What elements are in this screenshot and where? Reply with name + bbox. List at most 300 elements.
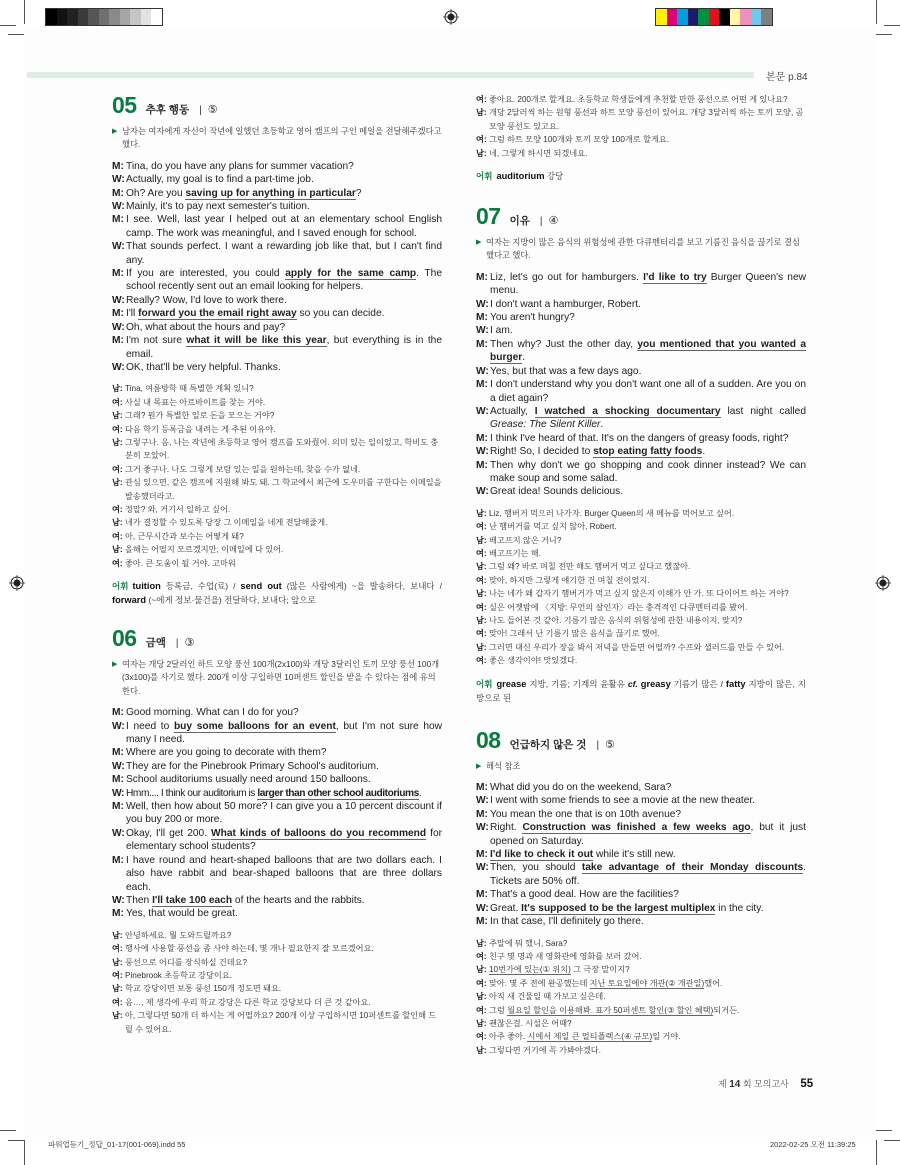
speaker-label: W: bbox=[476, 325, 489, 337]
text: 주말에 뭐 했니, Sara? bbox=[489, 938, 568, 948]
speaker-label: W: bbox=[476, 902, 489, 914]
text: I'll bbox=[126, 308, 139, 320]
text: Tina, 여름방학 때 특별한 계획 있니? bbox=[125, 384, 254, 394]
text: Then why? Just the other day, bbox=[490, 338, 638, 350]
speaker-label: M: bbox=[112, 187, 124, 199]
speaker-label: W: bbox=[112, 294, 125, 306]
question-number: 05 bbox=[112, 92, 137, 118]
question-06-continued bbox=[476, 93, 806, 183]
text: Actually, bbox=[490, 405, 535, 417]
speaker-label: 여: bbox=[476, 1005, 487, 1015]
text: 그렇구나. 음, 나는 작년에 초등학교 영어 캠프를 도와줬어. 의미 있는 일이었고, 학비도 충분히 모았어. bbox=[125, 437, 439, 461]
text: 일 거야. bbox=[652, 1032, 681, 1042]
dialogue-line bbox=[476, 654, 806, 667]
page-reference: 본문 p.84 bbox=[766, 72, 808, 83]
vocab-term: fatty bbox=[725, 678, 746, 689]
speaker-label: 남: bbox=[476, 965, 487, 975]
speaker-label: 남: bbox=[476, 562, 487, 572]
dialogue-line bbox=[112, 503, 442, 516]
speaker-label: W: bbox=[476, 822, 489, 834]
text: I see. Well, last year I helped out at an elementary school English camp. The work was meaningful, and I saved enough for school. bbox=[126, 214, 442, 239]
speaker-label: M: bbox=[476, 379, 488, 391]
speaker-label: M: bbox=[476, 432, 488, 444]
korean-translation bbox=[112, 929, 442, 1036]
question-header bbox=[112, 92, 442, 119]
dialogue-line bbox=[476, 1017, 806, 1030]
text: 관심 있으면, 같은 캠프에 지원해 봐도 돼. 그 학교에서 최근에 도우미를 구한다는 이메일을 발송했더라고. bbox=[125, 478, 442, 501]
dialogue-line bbox=[112, 516, 442, 529]
text: 그렇다면 거기에 꼭 가봐야겠다. bbox=[489, 1045, 601, 1055]
dialogue-line bbox=[476, 520, 806, 533]
dialogue-line bbox=[112, 187, 442, 200]
text: I went with some friends to see a movie at the new theater. bbox=[490, 795, 756, 807]
speaker-label: 남: bbox=[112, 545, 123, 555]
text: Liz, 햄버거 먹으러 나가자. Burger Queen의 새 메뉴를 먹어보고 싶어. bbox=[489, 508, 735, 518]
color-swatch bbox=[667, 9, 678, 25]
dialogue-line bbox=[476, 534, 806, 547]
dialogue-line bbox=[476, 902, 806, 915]
dialogue-line bbox=[112, 956, 442, 969]
dialogue-line bbox=[112, 213, 442, 240]
speaker-label: 남: bbox=[476, 535, 487, 545]
text: , but I'm not sure how many I need. bbox=[126, 720, 443, 746]
answer-number: ⑤ bbox=[207, 104, 218, 116]
korean-translation-continued bbox=[476, 93, 806, 160]
speaker-label: W: bbox=[112, 787, 124, 799]
text: 실은 어젯밤에 〈지방: 무언의 살인자〉라는 충격적인 다큐멘터리를 봤어. bbox=[489, 602, 748, 612]
registration-mark-icon bbox=[443, 9, 459, 25]
korean-translation bbox=[476, 937, 806, 1058]
dialogue-line bbox=[476, 888, 806, 901]
dialogue-line bbox=[476, 1030, 806, 1043]
triangle-bullet-icon: ▶ bbox=[112, 661, 118, 668]
question-05 bbox=[112, 92, 442, 607]
text: 맞아! 그래서 난 기름기 많은 음식을 끊기로 했어. bbox=[489, 629, 660, 639]
korean-translation bbox=[112, 382, 442, 570]
color-swatch bbox=[761, 9, 772, 25]
vocabulary bbox=[476, 677, 806, 705]
dialogue-line bbox=[112, 1009, 442, 1036]
speaker-label: 남: bbox=[476, 1045, 487, 1055]
text: 아, 근무시간과 보수는 어떻게 돼? bbox=[125, 531, 244, 541]
question-header bbox=[112, 625, 442, 652]
vocab-definition: 지방이 많은, 지방으로 된 bbox=[476, 678, 806, 703]
question-number: 07 bbox=[476, 203, 501, 230]
vocab-definition: 강당 bbox=[544, 171, 564, 182]
key-phrase: forward you the email right away bbox=[138, 308, 297, 320]
speaker-label: 여: bbox=[476, 95, 487, 104]
crop-mark bbox=[24, 1140, 25, 1165]
key-phrase: stop eating fatty foods bbox=[593, 446, 703, 458]
crop-mark bbox=[876, 1140, 877, 1165]
divider: | bbox=[175, 638, 179, 649]
text: 풍선으로 어디를 장식하실 건데요? bbox=[125, 957, 248, 967]
vocab-label: 어휘 bbox=[112, 581, 129, 591]
speaker-label: 여: bbox=[476, 656, 487, 666]
text: 좋아요. 200개로 할게요. 초등학교 학생들에게 추천할 만한 풍선으로 어떤 게 있나요? bbox=[489, 95, 788, 104]
color-swatch bbox=[751, 9, 762, 25]
speaker-label: M: bbox=[112, 335, 124, 347]
underlined-phrase: 10번가에 있는(① 위치) bbox=[489, 965, 571, 975]
text: Mainly, it's to pay next semester's tuition. bbox=[126, 201, 310, 213]
text: Okay, I'll get 200. bbox=[126, 827, 212, 839]
key-phrase: It's supposed to be the largest multiplex bbox=[521, 902, 716, 914]
speaker-label: M: bbox=[476, 889, 488, 901]
speaker-label: M: bbox=[112, 854, 124, 866]
color-swatch bbox=[141, 9, 152, 25]
text: 아, 그렇다면 50개 더 하시는 게 어떨까요? 200개 이상 구입하시면 10퍼센트를 할인해 드릴 수 있어요. bbox=[125, 1011, 437, 1034]
text: . bbox=[600, 419, 604, 431]
speaker-label: W: bbox=[112, 894, 125, 906]
triangle-bullet-icon: ▶ bbox=[476, 239, 482, 247]
speaker-label: 남: bbox=[112, 411, 123, 421]
grayscale-color-bar bbox=[45, 8, 163, 26]
text: 친구 몇 명과 새 영화관에 영화를 보러 갔어. bbox=[489, 951, 642, 961]
english-dialogue bbox=[112, 706, 442, 921]
vocab-cf: cf. bbox=[627, 678, 638, 689]
dialogue-line bbox=[112, 720, 442, 747]
color-swatch bbox=[688, 9, 699, 25]
text: 배고프지 않은 거니? bbox=[489, 535, 562, 545]
crop-mark bbox=[876, 0, 877, 24]
underlined-phrase: 월요일 할인을 이용해봐. 표가 50퍼센트 할인(③ 할인 혜택) bbox=[507, 1005, 714, 1015]
dialogue-line bbox=[476, 990, 806, 1003]
text: In that case, I'll definitely go there. bbox=[490, 916, 644, 928]
registration-mark-icon bbox=[9, 575, 25, 591]
speaker-label: 남: bbox=[476, 616, 487, 625]
color-swatch bbox=[67, 9, 78, 25]
vocab-definition: 등록금, 수업(료) / bbox=[160, 581, 241, 591]
speaker-label: 여: bbox=[476, 602, 487, 612]
dialogue-line bbox=[476, 963, 806, 976]
divider: | bbox=[199, 105, 202, 116]
dialogue-line bbox=[476, 781, 806, 794]
speaker-label: W: bbox=[476, 365, 489, 377]
speaker-label: 여: bbox=[112, 531, 123, 541]
divider: | bbox=[596, 739, 600, 751]
dialogue-line bbox=[112, 321, 442, 334]
explanation: ▶ 여자는 지방이 많은 음식의 위험성에 관한 다큐멘터리를 보고 기름진 음식을 끊기로 결심했다고 했다. bbox=[476, 237, 800, 261]
dialogue-line bbox=[112, 894, 442, 907]
dialogue-line bbox=[112, 969, 442, 982]
question-header bbox=[476, 727, 806, 754]
text: 나는 네가 왜 갑자기 햄버거가 먹고 싶지 않은지 이해가 안 가. 또 다이어트 하는 거야? bbox=[489, 589, 789, 599]
speaker-label: 남: bbox=[476, 1018, 487, 1028]
speaker-label: 여: bbox=[476, 978, 487, 988]
text: Great idea! Sounds delicious. bbox=[490, 486, 624, 498]
speaker-label: 남: bbox=[112, 437, 123, 447]
key-phrase: you mentioned that you wanted a burger bbox=[490, 338, 806, 364]
dialogue-line bbox=[112, 706, 442, 719]
speaker-label: M: bbox=[476, 312, 488, 324]
vocab-term: grease bbox=[496, 678, 527, 689]
speaker-label: 여: bbox=[112, 464, 123, 474]
text: That sounds perfect. I want a rewarding job like that, but I can't find any. bbox=[126, 241, 442, 266]
dialogue-line bbox=[112, 160, 442, 173]
dialogue-line bbox=[476, 271, 806, 298]
text: . bbox=[702, 446, 706, 458]
dialogue-line bbox=[476, 601, 806, 614]
vocabulary bbox=[112, 579, 442, 607]
question-type: 언급하지 않은 것 bbox=[509, 738, 587, 751]
vocab-term: tuition bbox=[132, 581, 161, 591]
text: 그거 좋구나. 나도 그렇게 보람 있는 일을 원하는데, 찾을 수가 없네. bbox=[125, 464, 361, 474]
speaker-label: 남: bbox=[476, 148, 487, 158]
text: , but it just opened on Saturday. bbox=[490, 822, 806, 847]
text: 사실 내 목표는 아르바이트를 찾는 거야. bbox=[125, 397, 266, 407]
key-phrase: Construction was finished a few weeks ago bbox=[522, 822, 751, 834]
process-color-bar bbox=[655, 8, 773, 26]
dialogue-line bbox=[476, 432, 806, 445]
text: Oh, what about the hours and pay? bbox=[126, 321, 286, 333]
speaker-label: M: bbox=[112, 268, 124, 280]
text: I'm not sure bbox=[126, 335, 187, 347]
question-08 bbox=[476, 727, 806, 1058]
dialogue-line bbox=[476, 133, 806, 146]
text: I think I've heard of that. It's on the dangers of greasy foods, right? bbox=[490, 432, 789, 444]
speaker-label: W: bbox=[476, 486, 489, 498]
dialogue-line bbox=[476, 298, 806, 311]
text: 그래? 뭔가 특별한 일로 돈을 모으는 거야? bbox=[125, 411, 275, 421]
color-swatch bbox=[130, 9, 141, 25]
dialogue-line bbox=[476, 106, 806, 133]
text: Right. bbox=[490, 822, 523, 834]
text: Yes, but that was a few days ago. bbox=[490, 365, 642, 377]
dialogue-line bbox=[112, 173, 442, 186]
text: Then bbox=[126, 894, 153, 906]
speaker-label: M: bbox=[476, 271, 488, 283]
speaker-label: 여: bbox=[112, 558, 123, 568]
underlined-phrase: 지난 토요일에야 개관(② 개관일) bbox=[589, 978, 705, 988]
text: 아직 새 건물일 때 가보고 싶은데. bbox=[489, 992, 606, 1002]
dialogue-line bbox=[476, 93, 806, 106]
text: If you are interested, you could bbox=[126, 268, 286, 280]
key-phrase: larger than other school auditoriums bbox=[257, 787, 419, 799]
text: 음…, 제 생각에 우리 학교 강당은 다른 학교 강당보다 더 큰 것 같아요. bbox=[125, 997, 371, 1007]
dialogue-line bbox=[112, 530, 442, 543]
text: Actually, my goal is to find a part-time job. bbox=[126, 174, 314, 186]
dialogue-line bbox=[476, 378, 806, 405]
text: Yes, that would be great. bbox=[126, 908, 238, 920]
dialogue-line bbox=[112, 240, 442, 267]
text: I don't want a hamburger, Robert. bbox=[490, 298, 641, 310]
triangle-bullet-icon: ▶ bbox=[112, 128, 118, 135]
speaker-label: 남: bbox=[476, 108, 487, 118]
text: Well, then how about 50 more? I can give you a 10 percent discount if you buy 200 or more. bbox=[126, 801, 442, 826]
speaker-label: 여: bbox=[476, 522, 487, 532]
speaker-label: W: bbox=[476, 405, 489, 417]
key-phrase: I'd like to try bbox=[643, 271, 707, 283]
dialogue-line bbox=[112, 907, 442, 920]
speaker-label: W: bbox=[476, 446, 489, 458]
dialogue-line bbox=[476, 1044, 806, 1057]
dialogue-line bbox=[476, 808, 806, 821]
vocab-definition: 지방, 기름; 기계의 윤활유 bbox=[526, 678, 628, 689]
color-swatch bbox=[78, 9, 89, 25]
answer-number: ④ bbox=[548, 215, 559, 228]
dialogue-line bbox=[476, 821, 806, 848]
dialogue-line bbox=[476, 627, 806, 640]
text: Oh? Are you bbox=[126, 187, 186, 199]
title-italic: Grease: The Silent Killer bbox=[490, 419, 601, 431]
speaker-label: W: bbox=[476, 298, 489, 310]
speaker-label: M: bbox=[112, 747, 124, 759]
speaker-label: M: bbox=[112, 801, 124, 813]
text: , but everything is in the email. bbox=[126, 335, 442, 360]
vocab-label: 어휘 bbox=[476, 678, 493, 689]
dialogue-line bbox=[476, 507, 806, 520]
dialogue-line bbox=[476, 311, 806, 324]
color-swatch bbox=[109, 9, 120, 25]
speaker-label: 남: bbox=[112, 384, 123, 394]
dialogue-line bbox=[112, 307, 442, 320]
answer-number: ⑤ bbox=[605, 738, 615, 751]
dialogue-line bbox=[112, 267, 442, 294]
color-swatch bbox=[740, 9, 751, 25]
key-phrase: saving up for anything in particular bbox=[185, 187, 356, 199]
crop-mark bbox=[24, 0, 25, 24]
speaker-label: M: bbox=[476, 849, 488, 861]
dialogue-line bbox=[476, 147, 806, 160]
dialogue-line bbox=[112, 463, 442, 476]
text: I am. bbox=[490, 325, 513, 337]
speaker-label: M: bbox=[476, 338, 488, 350]
speaker-label: W: bbox=[112, 241, 125, 253]
text: Pinebrook 초등학교 강당이요. bbox=[125, 970, 232, 980]
speaker-label: M: bbox=[476, 808, 488, 820]
color-swatch bbox=[151, 9, 162, 25]
text: Great. bbox=[490, 902, 522, 914]
crop-mark bbox=[8, 1140, 24, 1141]
dialogue-line bbox=[476, 547, 806, 560]
vocab-definition: (많은 사람에게) ~을 발송하다, 보내다 / bbox=[281, 581, 442, 591]
vocab-definition: 기름기 많은 / bbox=[670, 678, 726, 689]
speaker-label: 여: bbox=[112, 397, 123, 407]
crop-mark bbox=[8, 34, 24, 35]
speaker-label: M: bbox=[112, 160, 124, 172]
question-number: 08 bbox=[476, 726, 501, 753]
dialogue-line bbox=[112, 557, 442, 570]
triangle-bullet-icon: ▶ bbox=[476, 762, 482, 770]
color-swatch bbox=[709, 9, 720, 25]
text: What did you do on the weekend, Sara? bbox=[490, 782, 672, 794]
speaker-label: 남: bbox=[476, 589, 487, 599]
speaker-label: 남: bbox=[476, 938, 487, 948]
dialogue-line bbox=[112, 800, 442, 827]
text: 그럼 왜? 바로 며칠 전만 해도 햄버거 먹고 싶다고 했잖아. bbox=[489, 562, 691, 572]
right-column bbox=[476, 93, 806, 1073]
dialogue-line bbox=[476, 560, 806, 573]
speaker-label: W: bbox=[112, 201, 125, 213]
explanation: ▶ 남자는 여자에게 자신이 작년에 일했던 초등학교 영어 캠프의 구인 메일을 전달해주겠다고 했다. bbox=[112, 126, 442, 150]
speaker-label: 남: bbox=[112, 957, 123, 967]
speaker-label: W: bbox=[476, 795, 489, 807]
speaker-label: M: bbox=[476, 782, 488, 794]
dialogue-line bbox=[112, 409, 442, 422]
crop-mark bbox=[876, 1130, 892, 1131]
speaker-label: W: bbox=[112, 174, 125, 186]
dialogue-line bbox=[112, 436, 442, 463]
text: 그럼 bbox=[489, 1005, 508, 1015]
crop-mark bbox=[0, 1130, 16, 1131]
text: Then why don't we go shopping and cook dinner instead? We can make soup and some salad. bbox=[490, 459, 806, 484]
speaker-label: M: bbox=[112, 908, 124, 920]
speaker-label: M: bbox=[112, 774, 124, 786]
speaker-label: 여: bbox=[476, 135, 487, 145]
text: 했어. bbox=[704, 978, 723, 988]
text: so you can decide. bbox=[296, 308, 385, 320]
text: Really? Wow, I'd love to work there. bbox=[126, 294, 287, 306]
text: 다음 학기 등록금을 내려는 게 주된 이유야. bbox=[125, 424, 276, 434]
text: They are for the Pinebrook Primary School's auditorium. bbox=[126, 760, 379, 772]
text: Liz, let's go out for hamburgers. bbox=[490, 271, 644, 283]
text: 그 극장 말이지? bbox=[570, 965, 630, 975]
text: I need to bbox=[126, 720, 174, 732]
text: You mean the one that is on 10th avenue? bbox=[490, 808, 682, 820]
color-swatch bbox=[88, 9, 99, 25]
key-phrase: I watched a shocking documentary bbox=[534, 405, 721, 417]
speaker-label: 남: bbox=[112, 984, 123, 994]
text: 맞아. 몇 주 전에 완공했는데 bbox=[489, 978, 590, 988]
dialogue-line bbox=[476, 445, 806, 458]
dialogue-line bbox=[476, 324, 806, 337]
question-06 bbox=[112, 625, 442, 1036]
print-timestamp: 2022-02-25 오전 11:39:25 bbox=[770, 1140, 856, 1149]
dialogue-line bbox=[112, 760, 442, 773]
speaker-label: M: bbox=[112, 214, 124, 226]
text: . The school recently sent out an email looking for helpers. bbox=[126, 268, 442, 293]
text: That's a good deal. How are the facilities? bbox=[490, 889, 679, 901]
text: 그럼 하트 모양 100개와 토끼 모양 100개로 할게요. bbox=[489, 135, 669, 145]
speaker-label: 여: bbox=[476, 1032, 487, 1042]
dialogue-line bbox=[112, 773, 442, 786]
dialogue-line bbox=[112, 334, 442, 361]
text: OK, that'll be very helpful. Thanks. bbox=[126, 361, 281, 373]
dialogue-line bbox=[112, 827, 442, 854]
speaker-label: M: bbox=[112, 308, 124, 320]
text: 정말? 와, 거기서 일하고 싶어. bbox=[125, 504, 231, 514]
color-swatch bbox=[57, 9, 68, 25]
color-swatch bbox=[46, 9, 57, 25]
speaker-label: W: bbox=[112, 827, 125, 839]
speaker-label: 여: bbox=[476, 548, 487, 558]
answer-number: ③ bbox=[184, 637, 195, 649]
text: Where are you going to decorate with them? bbox=[126, 747, 327, 759]
speaker-label: 여: bbox=[112, 997, 123, 1007]
vocab-term: auditorium bbox=[496, 171, 545, 182]
speaker-label: W: bbox=[112, 760, 125, 772]
text: 되거든. bbox=[713, 1005, 740, 1015]
dialogue-line bbox=[476, 937, 806, 950]
page-number: 55 bbox=[800, 1078, 814, 1090]
round-number: 14 bbox=[729, 1079, 741, 1090]
text: 네, 그렇게 하시면 되겠네요. bbox=[489, 148, 588, 158]
key-phrase: I'll take 100 each bbox=[152, 894, 233, 906]
dialogue-line bbox=[476, 950, 806, 963]
dialogue-line bbox=[476, 459, 806, 486]
text: 맞아, 하지만 그렇게 얘기한 건 며칠 전이었지. bbox=[489, 575, 650, 585]
text: 안녕하세요. 뭘 도와드릴까요? bbox=[125, 930, 232, 940]
crop-mark bbox=[876, 34, 892, 35]
speaker-label: W: bbox=[112, 720, 125, 732]
explanation: ▶ 여자는 개당 2달러인 하트 모양 풍선 100개(2x100)와 개당 3달러인 토끼 모양 풍선 100개(3x100)를 사기로 했다. 200개 이상 구입하면 10퍼센트 할인을 받을 수 있다는 점에 유의한다. bbox=[112, 659, 440, 696]
dialogue-line bbox=[112, 543, 442, 556]
dialogue-line bbox=[476, 977, 806, 990]
dialogue-line bbox=[476, 794, 806, 807]
crop-mark bbox=[884, 25, 900, 26]
dialogue-line bbox=[476, 365, 806, 378]
dialogue-line bbox=[476, 574, 806, 587]
